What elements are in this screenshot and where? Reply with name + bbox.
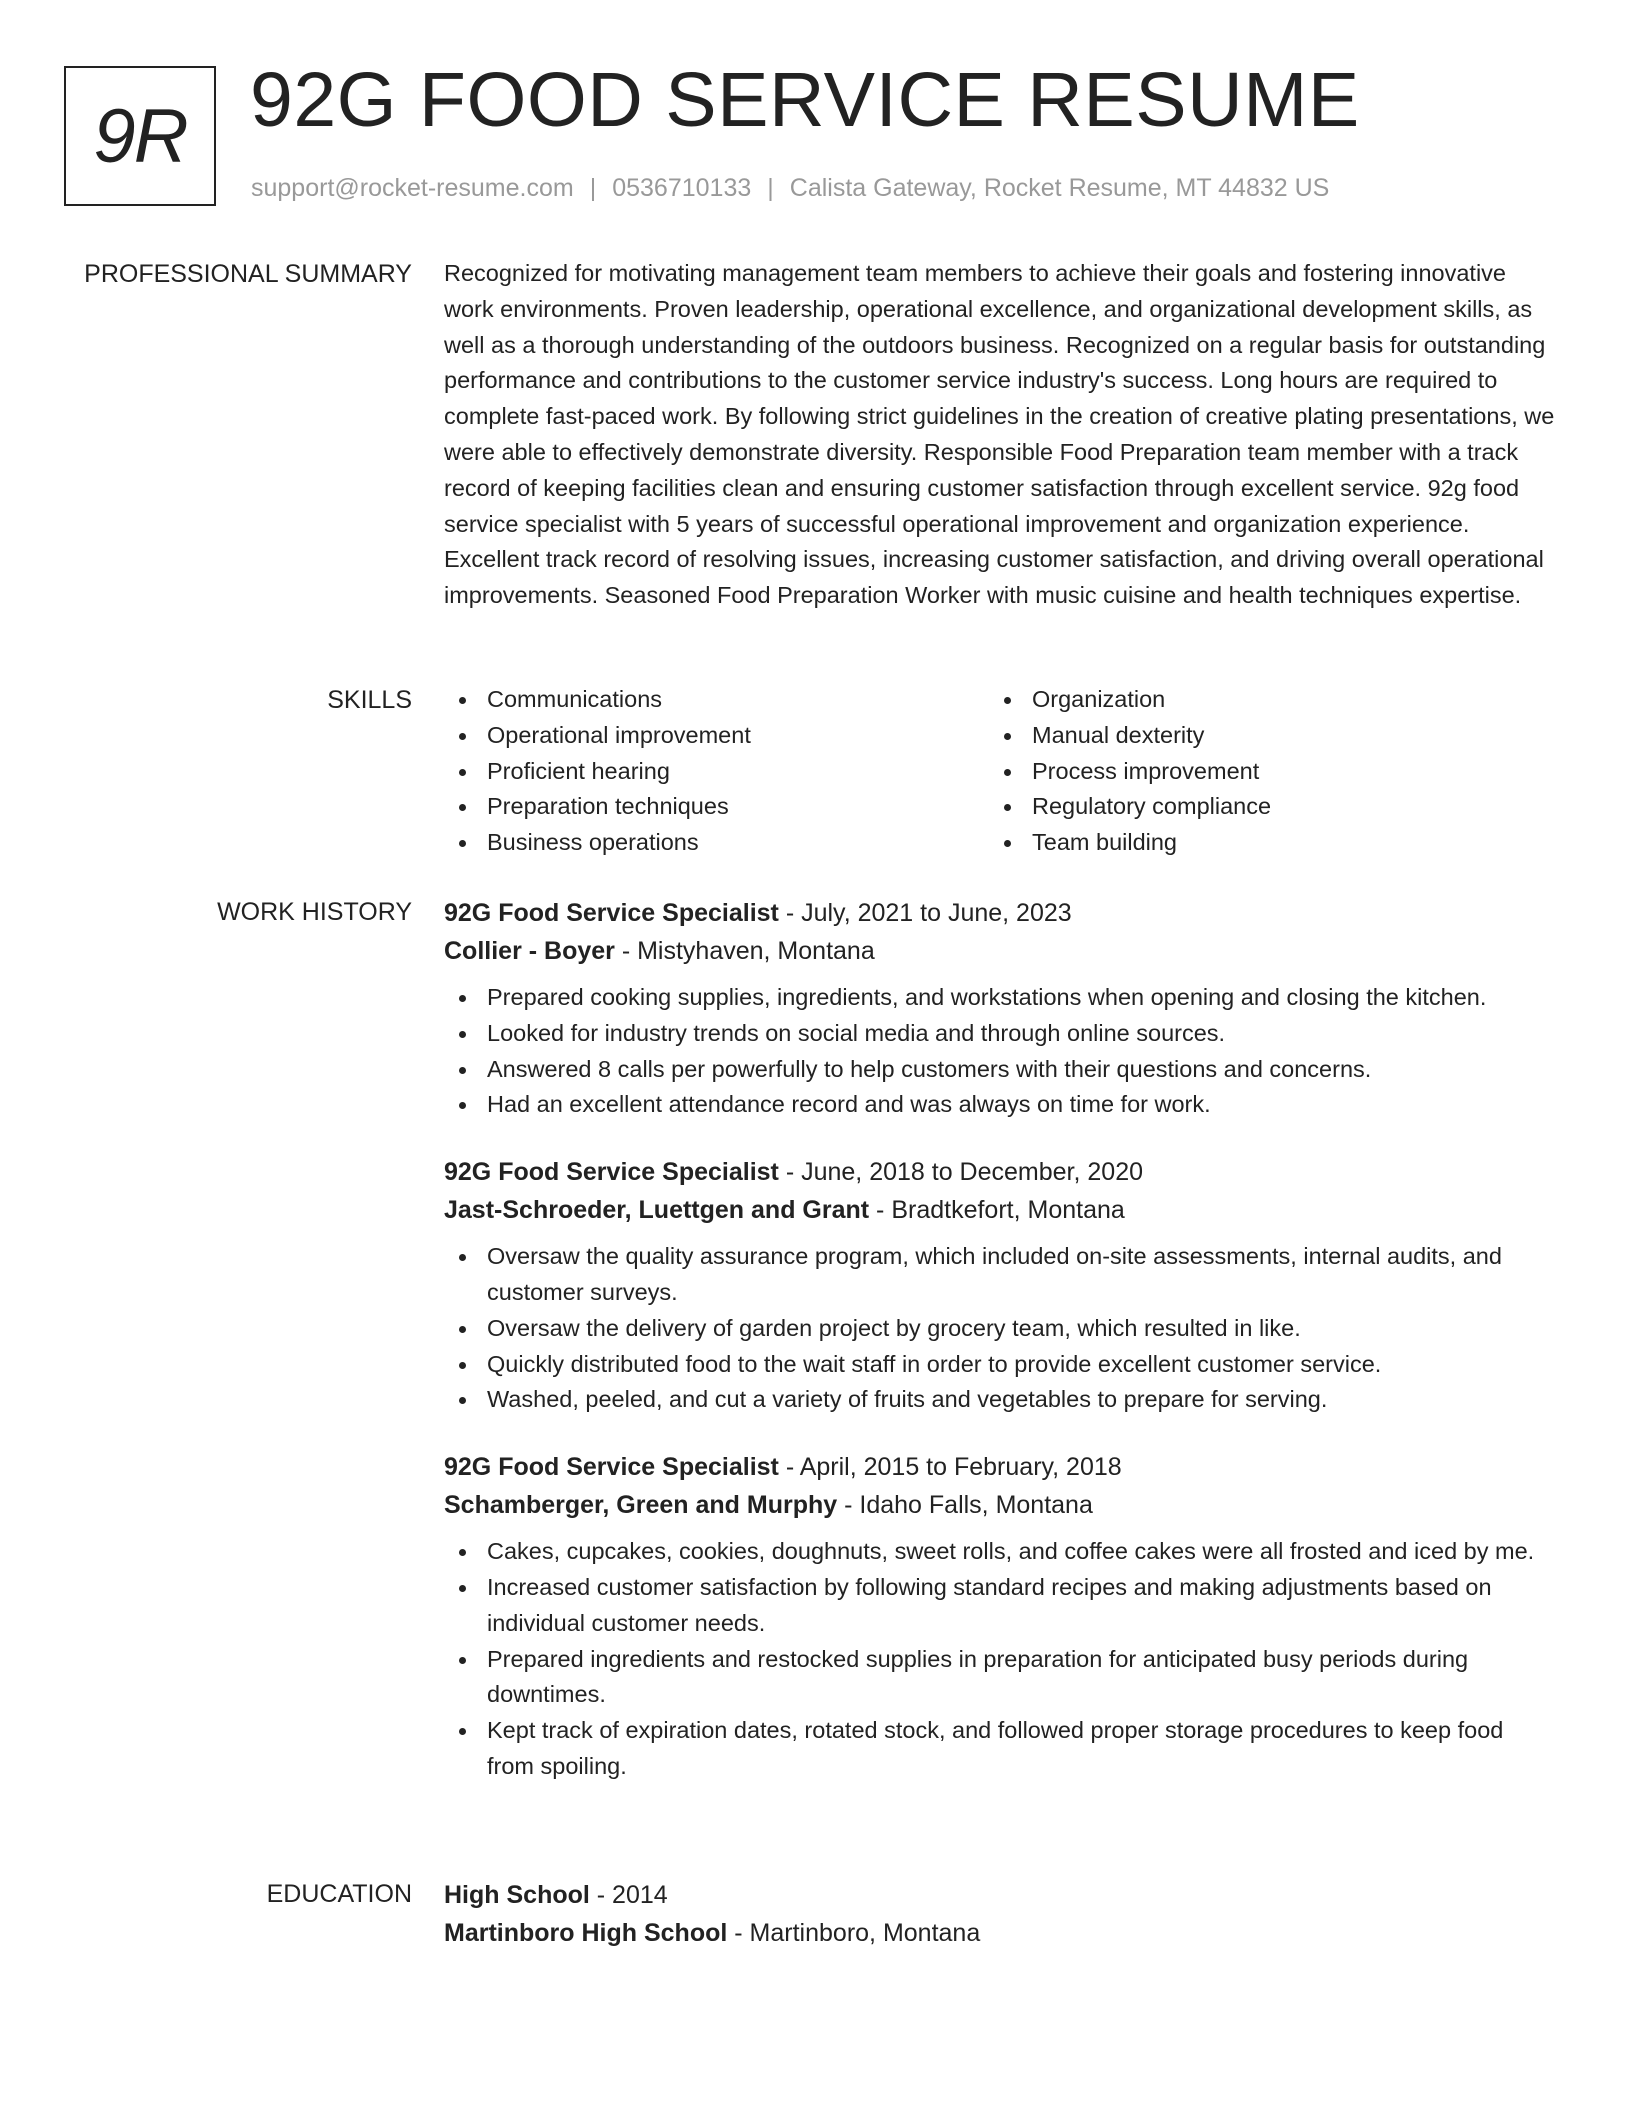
job-dates: - July, 2021 to June, 2023: [785, 899, 1072, 927]
skill-item: Manual dexterity: [989, 718, 1534, 754]
job-location: - Mistyhaven, Montana: [621, 937, 875, 965]
summary-label: PROFESSIONAL SUMMARY: [84, 260, 412, 288]
education-degree-line: [444, 1876, 1556, 1914]
contact-address: Calista Gateway, Rocket Resume, MT 44832 US: [789, 174, 1330, 202]
job-title-line: [444, 894, 1556, 932]
skill-item: Regulatory compliance: [989, 789, 1534, 825]
skill-item: Proficient hearing: [444, 754, 989, 790]
job-entry: [444, 1448, 1556, 1785]
job-bullet: Cakes, cupcakes, cookies, doughnuts, sweet rolls, and coffee cakes were all frosted and iced by me.: [444, 1534, 1556, 1570]
job-title-line: [444, 1153, 1556, 1191]
job-bullet: Quickly distributed food to the wait staff in order to provide excellent customer service.: [444, 1347, 1556, 1383]
contact-line: [251, 174, 1329, 203]
skills-list-right: [989, 682, 1534, 861]
skill-item: Operational improvement: [444, 718, 989, 754]
education-degree: High School: [444, 1881, 590, 1909]
job-title: 92G Food Service Specialist: [444, 1453, 779, 1482]
job-entry: [444, 1153, 1556, 1418]
education-location: - Martinboro, Montana: [734, 1919, 981, 1947]
skill-item: Process improvement: [989, 754, 1534, 790]
job-entry: [444, 894, 1556, 1123]
job-dates: - April, 2015 to February, 2018: [785, 1453, 1122, 1482]
job-bullet: Looked for industry trends on social media and through online sources.: [444, 1016, 1556, 1052]
job-bullets: [444, 1239, 1556, 1418]
job-title: 92G Food Service Specialist: [444, 899, 779, 927]
job-bullet: Kept track of expiration dates, rotated stock, and followed proper storage procedures to keep food from spoiling.: [444, 1713, 1556, 1785]
job-bullet: Prepared cooking supplies, ingredients, and workstations when opening and closing the kitchen.: [444, 980, 1556, 1016]
job-bullet: Increased customer satisfaction by following standard recipes and making adjustments based on individual customer needs.: [444, 1570, 1556, 1642]
contact-email: support@rocket-resume.com: [251, 174, 574, 202]
job-company: Jast-Schroeder, Luettgen and Grant: [444, 1196, 870, 1225]
job-location: - Idaho Falls, Montana: [844, 1491, 1093, 1520]
job-bullet: Prepared ingredients and restocked supplies in preparation for anticipated busy periods during downtimes.: [444, 1642, 1556, 1714]
summary-text: Recognized for motivating management team members to achieve their goals and fostering innovative work environments. Proven leadership, operational excellence, and organizational development skills, as well as a thorough understanding of the outdoors business. Recognized on a regular basis for outstanding performance and contributions to the customer service industry's success. Long hours are required to complete fast-paced work. By following strict guidelines in the creation of creative plating presentations, we were able to effectively demonstrate diversity. Responsible Food Preparation team member with a track record of keeping facilities clean and ensuring customer satisfaction through excellent service. 92g food service specialist with 5 years of successful operational improvement and organization experience. Excellent track record of resolving issues, increasing customer satisfaction, and driving overall operational improvements. Seasoned Food Preparation Worker with music cuisine and health techniques expertise.: [444, 260, 1555, 609]
skills-list-left: [444, 682, 989, 861]
education-school-line: [444, 1914, 1556, 1952]
job-location: - Bradtkefort, Montana: [876, 1196, 1125, 1225]
contact-separator: |: [589, 174, 597, 202]
job-company-line: [444, 932, 1556, 970]
skill-item: Communications: [444, 682, 989, 718]
skill-item: Preparation techniques: [444, 789, 989, 825]
job-bullet: Oversaw the delivery of garden project by grocery team, which resulted in like.: [444, 1311, 1556, 1347]
education-label: EDUCATION: [266, 1880, 412, 1908]
job-bullets: [444, 980, 1556, 1123]
job-company: Collier - Boyer: [444, 937, 615, 965]
job-title: 92G Food Service Specialist: [444, 1158, 779, 1187]
work-history-label: WORK HISTORY: [217, 898, 412, 926]
skill-item: Team building: [989, 825, 1534, 861]
contact-phone: 0536710133: [612, 174, 752, 202]
skill-item: Business operations: [444, 825, 989, 861]
resume-title: 92G FOOD SERVICE RESUME: [250, 57, 1360, 143]
job-bullets: [444, 1534, 1556, 1785]
job-title-line: [444, 1448, 1556, 1486]
job-bullet: Answered 8 calls per powerfully to help customers with their questions and concerns.: [444, 1052, 1556, 1088]
monogram-logo: 9R: [64, 66, 216, 206]
job-company: Schamberger, Green and Murphy: [444, 1491, 838, 1520]
job-company-line: [444, 1486, 1556, 1524]
job-bullet: Oversaw the quality assurance program, which included on-site assessments, internal audits, and customer surveys.: [444, 1239, 1556, 1311]
skills-label: SKILLS: [327, 686, 412, 714]
education-school: Martinboro High School: [444, 1919, 728, 1947]
job-bullet: Had an excellent attendance record and was always on time for work.: [444, 1087, 1556, 1123]
job-dates: - June, 2018 to December, 2020: [785, 1158, 1144, 1187]
education-year: - 2014: [596, 1881, 668, 1909]
job-bullet: Washed, peeled, and cut a variety of fruits and vegetables to prepare for serving.: [444, 1382, 1556, 1418]
job-company-line: [444, 1191, 1556, 1229]
contact-separator: |: [767, 174, 774, 202]
skill-item: Organization: [989, 682, 1534, 718]
